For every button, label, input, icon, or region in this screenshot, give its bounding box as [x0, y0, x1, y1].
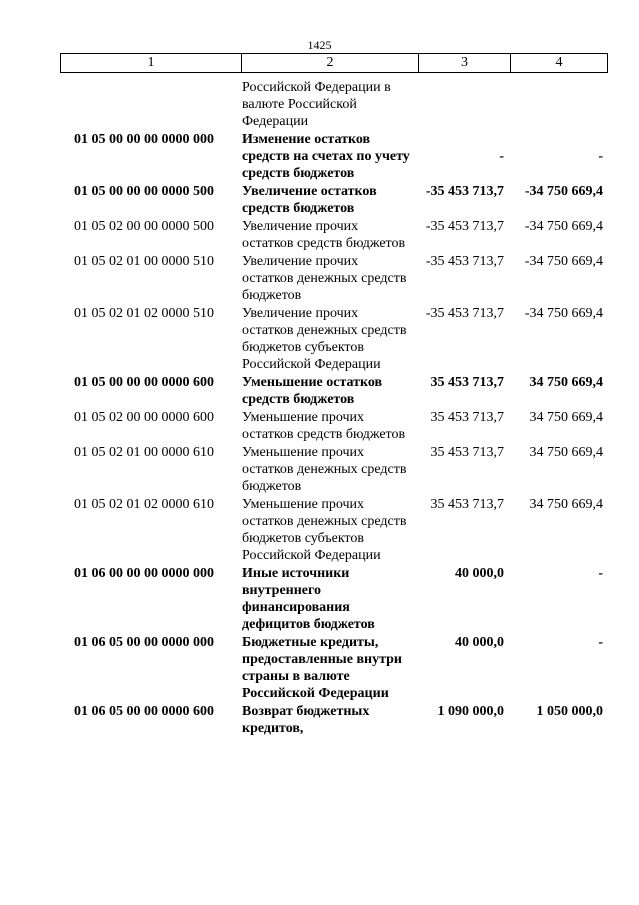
row-value-4: 1 050 000,0 [536, 704, 603, 719]
row-value-4: -34 750 669,4 [524, 219, 603, 234]
row-value-3: 35 453 713,7 [430, 410, 504, 425]
row-value-4: - [598, 149, 603, 164]
row-value-4: -34 750 669,4 [524, 306, 603, 321]
row-name: Уменьшение остатков средств бюджетов [242, 375, 383, 407]
table-row [0, 305, 639, 373]
row-code: 01 05 02 00 00 0000 600 [74, 410, 214, 425]
row-code: 01 05 02 00 00 0000 500 [74, 219, 214, 234]
page-number: 1425 [307, 38, 332, 52]
row-name: Увеличение остатков средств бюджетов [242, 184, 377, 216]
table-row [0, 374, 639, 408]
header-col-2: 2 [242, 54, 419, 72]
row-code: 01 05 02 01 00 0000 610 [74, 445, 214, 460]
row-name: Изменение остатков средств на счетах по учету средств бюджетов [242, 132, 410, 181]
table-row [0, 409, 639, 443]
table-body [0, 79, 639, 737]
row-value-3: - [499, 149, 504, 164]
row-code: 01 05 00 00 00 0000 600 [74, 375, 214, 390]
row-code: 01 05 00 00 00 0000 000 [74, 132, 214, 147]
table-row [0, 703, 639, 737]
row-value-3: 40 000,0 [455, 566, 504, 581]
table-row [0, 634, 639, 702]
table-row [0, 496, 639, 564]
row-code: 01 05 02 01 02 0000 610 [74, 497, 214, 512]
row-value-4: 34 750 669,4 [529, 410, 603, 425]
table-row [0, 565, 639, 633]
row-value-3: -35 453 713,7 [425, 184, 504, 199]
row-value-3: 40 000,0 [455, 635, 504, 650]
row-name: Иные источники внутреннего финансирования дефицитов бюджетов [242, 566, 375, 632]
row-name: Уменьшение прочих остатков средств бюджетов [242, 410, 406, 442]
row-name: Увеличение прочих остатков средств бюджетов [242, 219, 406, 251]
row-value-4: 34 750 669,4 [529, 445, 603, 460]
table-header [60, 53, 608, 73]
header-col-3: 3 [419, 54, 511, 72]
row-value-3: 1 090 000,0 [437, 704, 504, 719]
row-value-3: -35 453 713,7 [425, 219, 504, 234]
row-value-3: -35 453 713,7 [425, 306, 504, 321]
row-value-4: - [598, 566, 603, 581]
row-value-3: 35 453 713,7 [430, 445, 504, 460]
table-row [0, 218, 639, 252]
row-value-3: 35 453 713,7 [430, 497, 504, 512]
table-row [0, 79, 639, 130]
row-name: Уменьшение прочих остатков денежных средств бюджетов субъектов Российской Федерации [242, 497, 407, 563]
header-col-1: 1 [61, 54, 242, 72]
row-code: 01 05 02 01 00 0000 510 [74, 254, 214, 269]
row-code: 01 06 05 00 00 0000 600 [74, 704, 214, 719]
row-code: 01 05 00 00 00 0000 500 [74, 184, 214, 199]
table-row [0, 183, 639, 217]
table-row [0, 444, 639, 495]
row-code: 01 06 00 00 00 0000 000 [74, 566, 214, 581]
row-name: Российской Федерации в валюте Российской Федерации [242, 80, 391, 129]
row-name: Возврат бюджетных кредитов, [242, 704, 370, 736]
row-value-4: 34 750 669,4 [529, 497, 603, 512]
row-value-4: -34 750 669,4 [524, 254, 603, 269]
row-value-3: 35 453 713,7 [430, 375, 504, 390]
row-code: 01 06 05 00 00 0000 000 [74, 635, 214, 650]
header-col-4: 4 [555, 55, 563, 70]
row-value-3: -35 453 713,7 [425, 254, 504, 269]
row-name: Увеличение прочих остатков денежных средств бюджетов субъектов Российской Федерации [242, 306, 407, 372]
row-code: 01 05 02 01 02 0000 510 [74, 306, 214, 321]
table-row [0, 253, 639, 304]
row-value-4: - [598, 635, 603, 650]
row-name: Бюджетные кредиты, предоставленные внутри страны в валюте Российской Федерации [242, 635, 402, 701]
row-name: Уменьшение прочих остатков денежных средств бюджетов [242, 445, 407, 494]
table-row [0, 131, 639, 182]
row-name: Увеличение прочих остатков денежных средств бюджетов [242, 254, 407, 303]
row-value-4: -34 750 669,4 [524, 184, 603, 199]
row-value-4: 34 750 669,4 [529, 375, 603, 390]
